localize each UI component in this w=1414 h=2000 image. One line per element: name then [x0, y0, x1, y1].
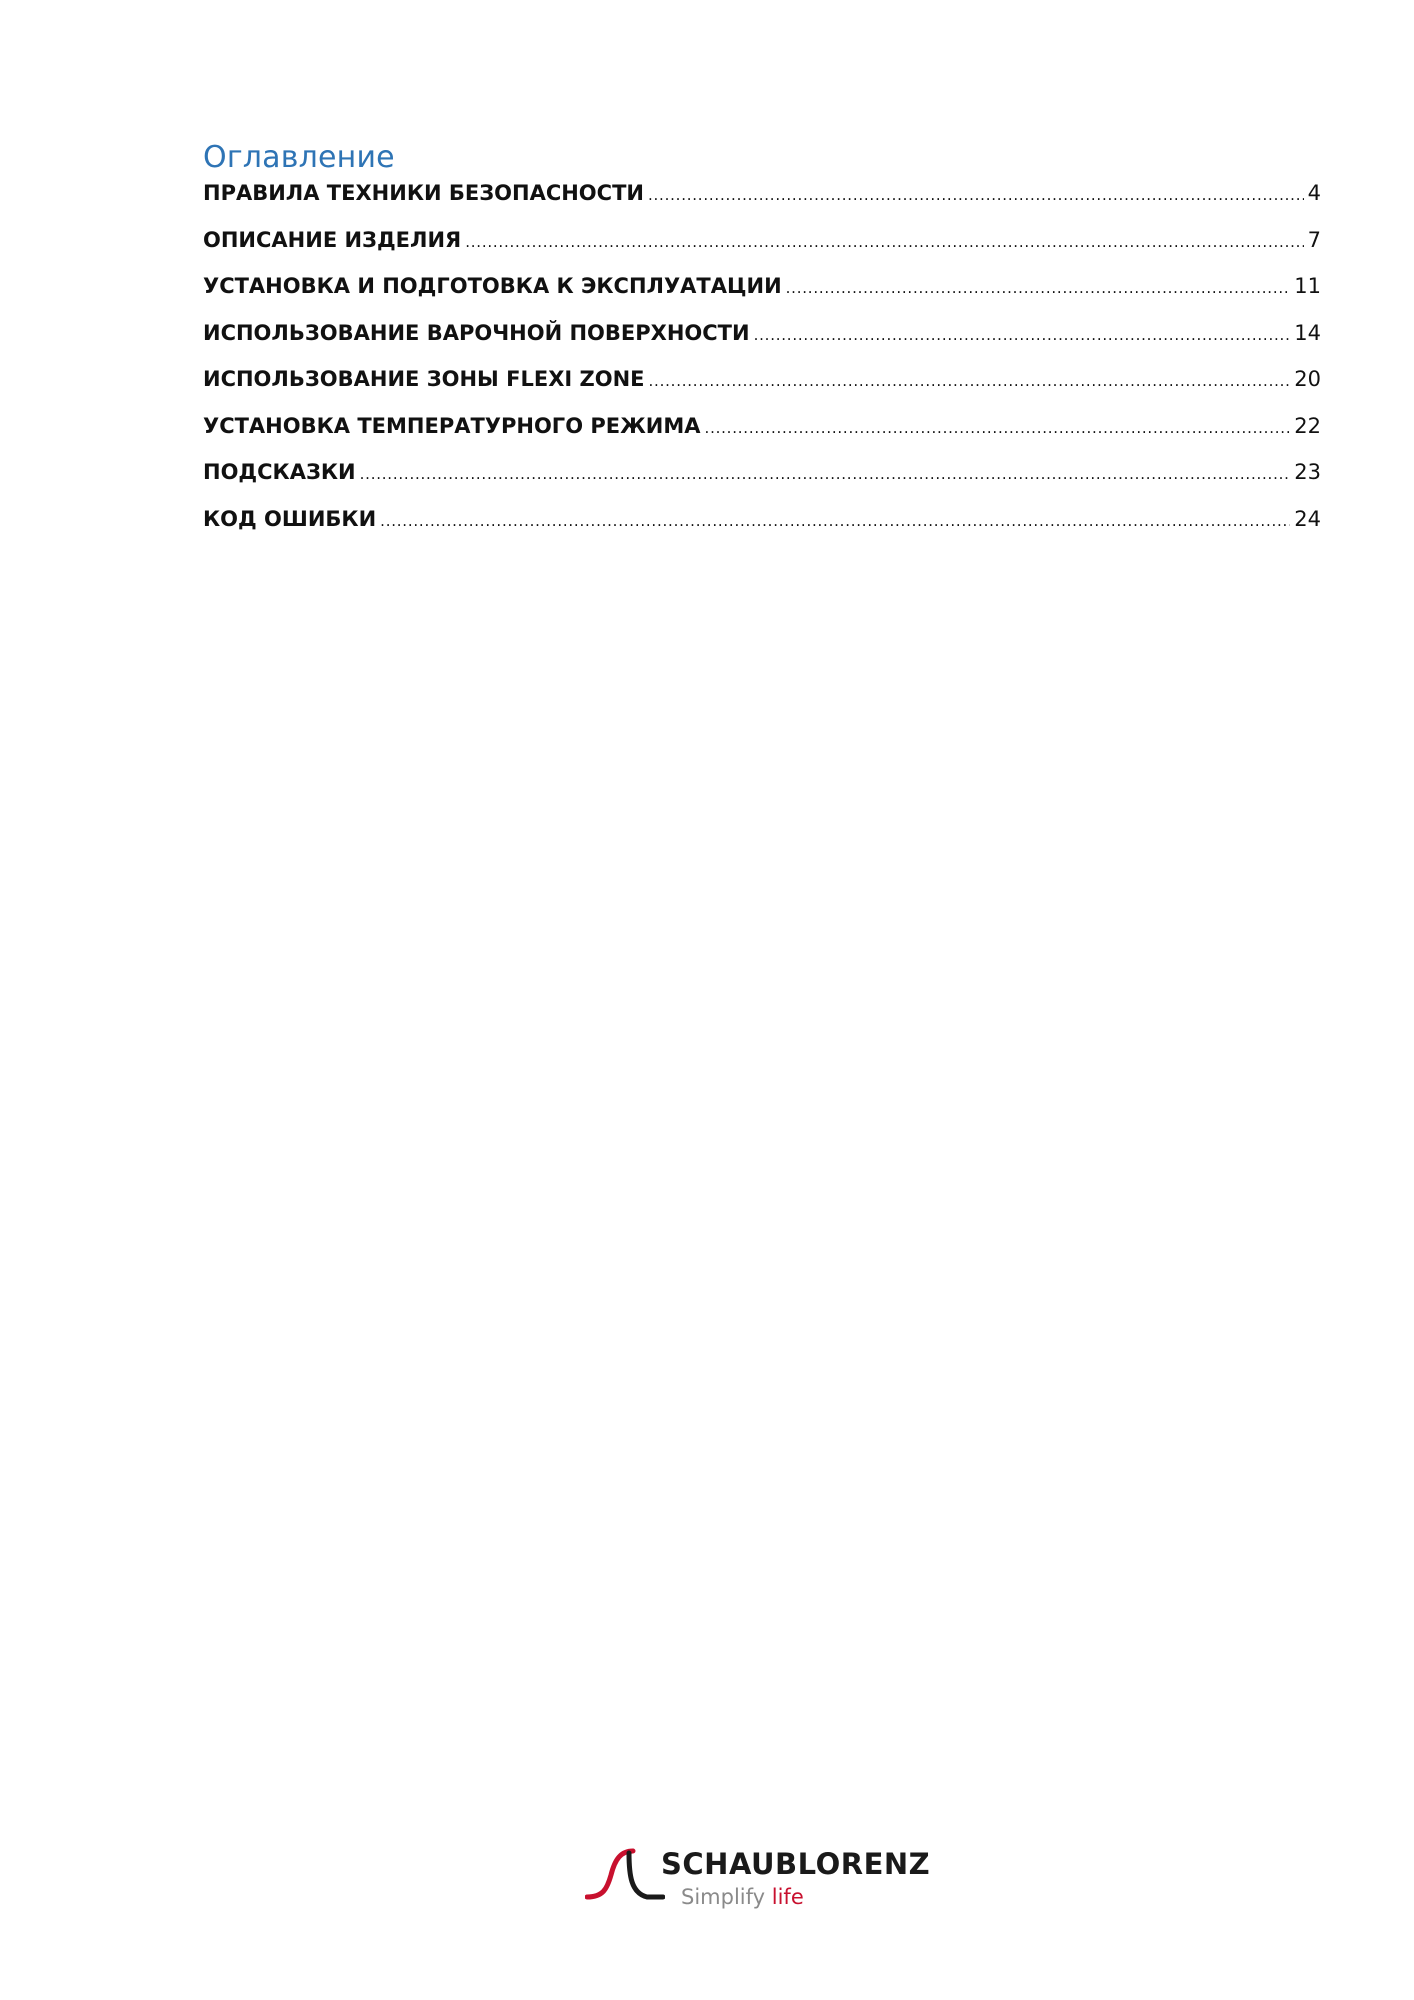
- toc-dot-leader: [786, 279, 1291, 297]
- toc-entry-label: ИСПОЛЬЗОВАНИЕ ЗОНЫ FLEXI ZONE: [203, 367, 645, 391]
- toc-dot-leader: [649, 372, 1291, 390]
- toc-entry-label: ИСПОЛЬЗОВАНИЕ ВАРОЧНОЙ ПОВЕРХНОСТИ: [203, 320, 750, 345]
- toc-entry-label: УСТАНОВКА ТЕМПЕРАТУРНОГО РЕЖИМА: [203, 413, 701, 438]
- toc-entry[interactable]: [203, 507, 1321, 554]
- toc-entry-label: КОД ОШИБКИ: [203, 506, 377, 531]
- toc-dot-leader: [360, 465, 1291, 483]
- schaub-lorenz-logo-mark-icon: [585, 1845, 665, 1905]
- toc-entry[interactable]: [203, 414, 1321, 461]
- toc-entry[interactable]: [203, 228, 1321, 275]
- table-of-contents: [203, 140, 1321, 553]
- toc-dot-leader: [380, 512, 1290, 530]
- brand-name: [661, 1847, 930, 1881]
- toc-entry[interactable]: [203, 274, 1321, 321]
- toc-entry-page: 7: [1307, 227, 1321, 252]
- brand-tagline: [681, 1885, 804, 1909]
- toc-entry-page: 11: [1294, 274, 1321, 298]
- tagline-first: Simplify: [681, 1885, 766, 1909]
- toc-entry[interactable]: [203, 367, 1321, 414]
- toc-entry[interactable]: [203, 460, 1321, 507]
- toc-entry-page: 20: [1294, 367, 1321, 391]
- toc-entry-page: 14: [1294, 320, 1321, 345]
- toc-entry[interactable]: [203, 321, 1321, 368]
- brand-logo: [585, 1845, 935, 1915]
- toc-entry-label: ОПИСАНИЕ ИЗДЕЛИЯ: [203, 227, 462, 252]
- toc-entry-page: 24: [1294, 506, 1321, 531]
- toc-entry-page: 4: [1307, 181, 1321, 205]
- toc-dot-leader: [648, 186, 1304, 204]
- toc-dot-leader: [705, 419, 1291, 437]
- toc-entry-label: ПРАВИЛА ТЕХНИКИ БЕЗОПАСНОСТИ: [203, 181, 644, 205]
- toc-entry-label: УСТАНОВКА И ПОДГОТОВКА К ЭКСПЛУАТАЦИИ: [203, 274, 782, 298]
- toc-entry-page: 22: [1294, 413, 1321, 438]
- brand-name-first: SCHAUB: [661, 1847, 798, 1881]
- brand-name-second: LORENZ: [797, 1847, 931, 1881]
- tagline-second: life: [771, 1885, 804, 1909]
- toc-entry-label: ПОДСКАЗКИ: [203, 460, 356, 484]
- toc-entry-page: 23: [1294, 460, 1321, 484]
- toc-entry[interactable]: [203, 181, 1321, 228]
- toc-dot-leader: [754, 326, 1291, 344]
- toc-title: Оглавление: [203, 140, 395, 175]
- toc-dot-leader: [465, 233, 1303, 251]
